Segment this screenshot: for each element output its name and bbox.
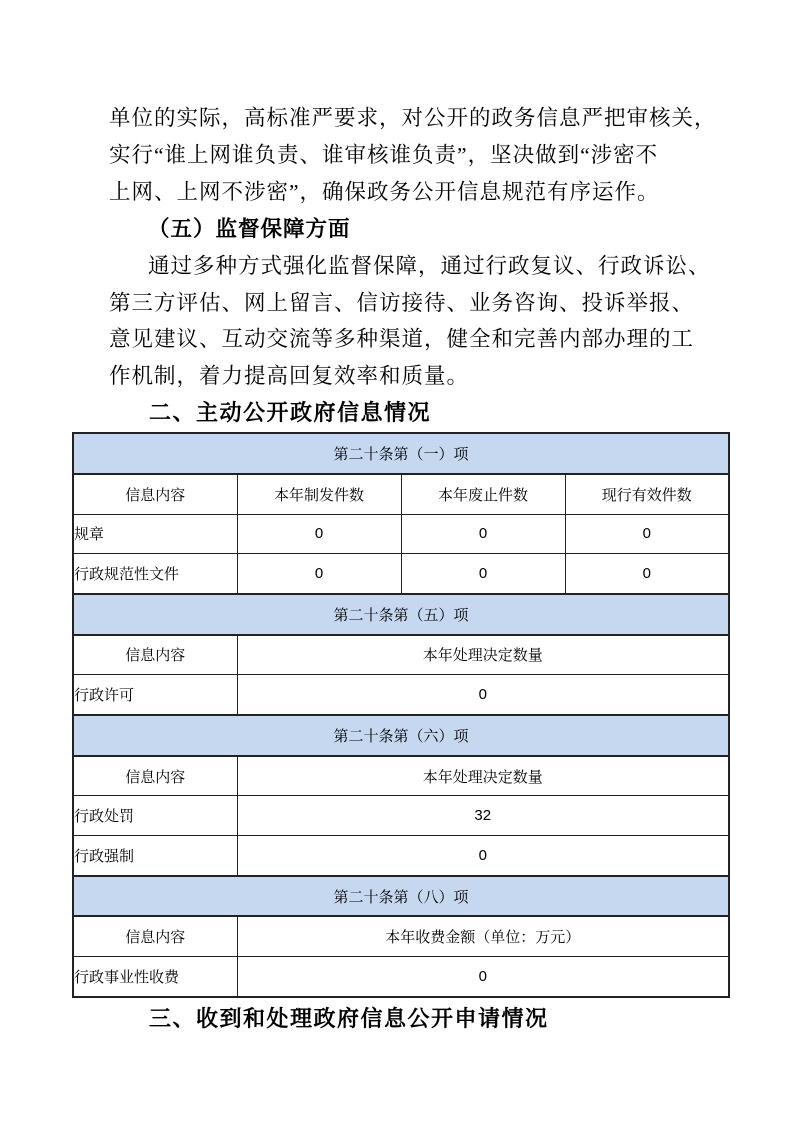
disclosure-table-body bbox=[73, 433, 729, 997]
value-cell: 0 bbox=[565, 554, 729, 594]
section-band-label: 第二十条第（五）项 bbox=[73, 594, 729, 635]
value-cell: 0 bbox=[237, 514, 401, 554]
table-header-row bbox=[73, 635, 729, 675]
table-row bbox=[73, 796, 729, 836]
value-cell: 32 bbox=[237, 796, 729, 836]
disclosure-table bbox=[72, 432, 730, 998]
value-cell: 0 bbox=[237, 554, 401, 594]
row-label-cell: 行政事业性收费 bbox=[73, 957, 237, 997]
paragraph-line: 单位的实际，高标准严要求，对公开的政务信息严把审核关， bbox=[109, 106, 717, 130]
column-header: 本年制发件数 bbox=[237, 474, 401, 514]
value-cell: 0 bbox=[237, 957, 729, 997]
section-band-row bbox=[73, 433, 729, 474]
column-header: 信息内容 bbox=[73, 474, 237, 514]
section-band-row bbox=[73, 594, 729, 635]
section-band-row bbox=[73, 715, 729, 756]
value-cell: 0 bbox=[401, 514, 565, 554]
value-cell: 0 bbox=[401, 554, 565, 594]
column-header: 信息内容 bbox=[73, 916, 237, 956]
column-header: 本年处理决定数量 bbox=[237, 635, 729, 675]
body-text-block bbox=[0, 0, 792, 432]
section-band-label: 第二十条第（六）项 bbox=[73, 715, 729, 756]
table-row bbox=[73, 514, 729, 554]
table-row bbox=[73, 554, 729, 594]
row-label-cell: 行政许可 bbox=[73, 675, 237, 715]
table-header-row bbox=[73, 474, 729, 514]
paragraph-line: 上网、上网不涉密”，确保政务公开信息规范有序运作。 bbox=[109, 179, 660, 204]
subheading-supervision: （五）监督保障方面 bbox=[148, 216, 351, 241]
row-label-cell: 规章 bbox=[73, 514, 237, 554]
table-header-row bbox=[73, 916, 729, 956]
section-3-heading: 三、收到和处理政府信息公开申请情况 bbox=[149, 1006, 549, 1032]
row-label-cell: 行政处罚 bbox=[73, 796, 237, 836]
column-header: 本年处理决定数量 bbox=[237, 756, 729, 796]
value-cell: 0 bbox=[565, 514, 729, 554]
paragraph-line: 通过多种方式强化监督保障，通过行政复议、行政诉讼、 bbox=[148, 253, 711, 278]
table-row bbox=[73, 836, 729, 876]
paragraph-line: 第三方评估、网上留言、信访接待、业务咨询、投诉举报、 bbox=[109, 290, 695, 315]
column-header: 信息内容 bbox=[73, 635, 237, 675]
row-label-cell: 行政强制 bbox=[73, 836, 237, 876]
section-band-label: 第二十条第（一）项 bbox=[73, 433, 729, 474]
column-header: 现行有效件数 bbox=[565, 474, 729, 514]
section-band-row bbox=[73, 876, 729, 917]
table-header-row bbox=[73, 756, 729, 796]
paragraph-line: 作机制，着力提高回复效率和质量。 bbox=[109, 364, 470, 389]
paragraph-line: 意见建议、互动交流等多种渠道，健全和完善内部办理的工 bbox=[109, 327, 695, 352]
table-row bbox=[73, 675, 729, 715]
column-header: 本年收费金额（单位：万元） bbox=[237, 916, 729, 956]
column-header: 本年废止件数 bbox=[401, 474, 565, 514]
column-header: 信息内容 bbox=[73, 756, 237, 796]
section-2-heading: 二、主动公开政府信息情况 bbox=[149, 400, 432, 426]
value-cell: 0 bbox=[237, 675, 729, 715]
table-row bbox=[73, 957, 729, 997]
paragraph-line: 实行“谁上网谁负责、谁审核谁负责”，坚决做到“涉密不 bbox=[109, 142, 659, 167]
section-band-label: 第二十条第（八）项 bbox=[73, 876, 729, 917]
row-label-cell: 行政规范性文件 bbox=[73, 554, 237, 594]
value-cell: 0 bbox=[237, 836, 729, 876]
